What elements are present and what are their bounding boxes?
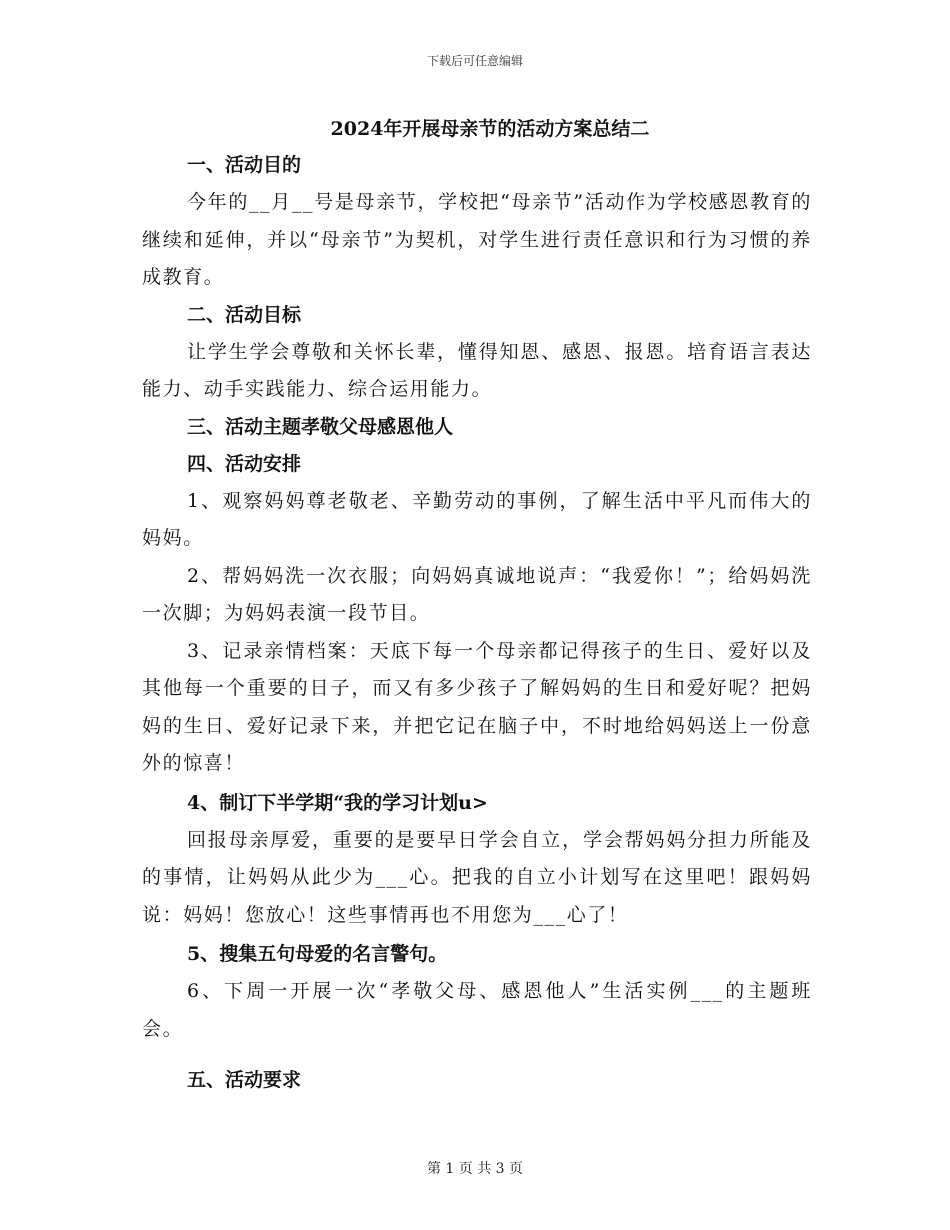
section-heading-purpose: 一、活动目的: [187, 154, 302, 176]
document-body: [142, 147, 812, 1099]
paragraph-purpose: 今年的__月__号是母亲节，学校把“母亲节”活动作为学校感恩教育的继续和延伸，并以“母亲节”为契机，对学生进行责任意识和行为习惯的养成教育。: [142, 191, 812, 288]
section-heading-requirements: 五、活动要求: [187, 1069, 302, 1091]
paragraph-item-1: 1、观察妈妈尊老敬老、辛勤劳动的事例，了解生活中平凡而伟大的妈妈。: [142, 489, 812, 549]
paragraph-study-plan: 回报母亲厚爱，重要的是要早日学会自立，学会帮妈妈分担力所能及的事情，让妈妈从此少为___心。把我的自立小计划写在这里吧！跟妈妈说：妈妈！您放心！这些事情再也不用您为___心了！: [142, 828, 812, 926]
paragraph-item-3: 3、记录亲情档案：天底下每一个母亲都记得孩子的生日、爱好以及其他每一个重要的日子，而又有多少孩子了解妈妈的生日和爱好呢？把妈妈的生日、爱好记录下来，并把它记在脑子中，不时地给妈妈送上一份意外的惊喜！: [142, 639, 812, 774]
section-heading-quotes: 5、搜集五句母爱的名言警句。: [187, 943, 448, 965]
paragraph-item-6: 6、下周一开展一次“孝敬父母、感恩他人”生活实例___的主题班会。: [142, 980, 812, 1040]
paragraph-goals: 让学生学会尊敬和关怀长辈，懂得知恩、感恩、报恩。培育语言表达能力、动手实践能力、综合运用能力。: [142, 340, 812, 400]
section-heading-arrangement: 四、活动安排: [187, 452, 302, 475]
section-heading-theme: 三、活动主题孝敬父母感恩他人: [187, 415, 454, 438]
section-heading-goals: 二、活动目标: [187, 303, 302, 326]
page-footer: 第 1 页 共 3 页: [426, 1161, 524, 1177]
document-title: 2024年开展母亲节的活动方案总结二: [330, 118, 650, 140]
paragraph-item-2: 2、帮妈妈洗一次衣服；向妈妈真诚地说声：“我爱你！”；给妈妈洗一次脚；为妈妈表演一段节目。: [142, 564, 812, 624]
page-header-note: 下载后可任意编辑: [426, 54, 523, 68]
section-heading-study-plan: 4、制订下半学期“我的学习计划u>: [187, 791, 488, 814]
